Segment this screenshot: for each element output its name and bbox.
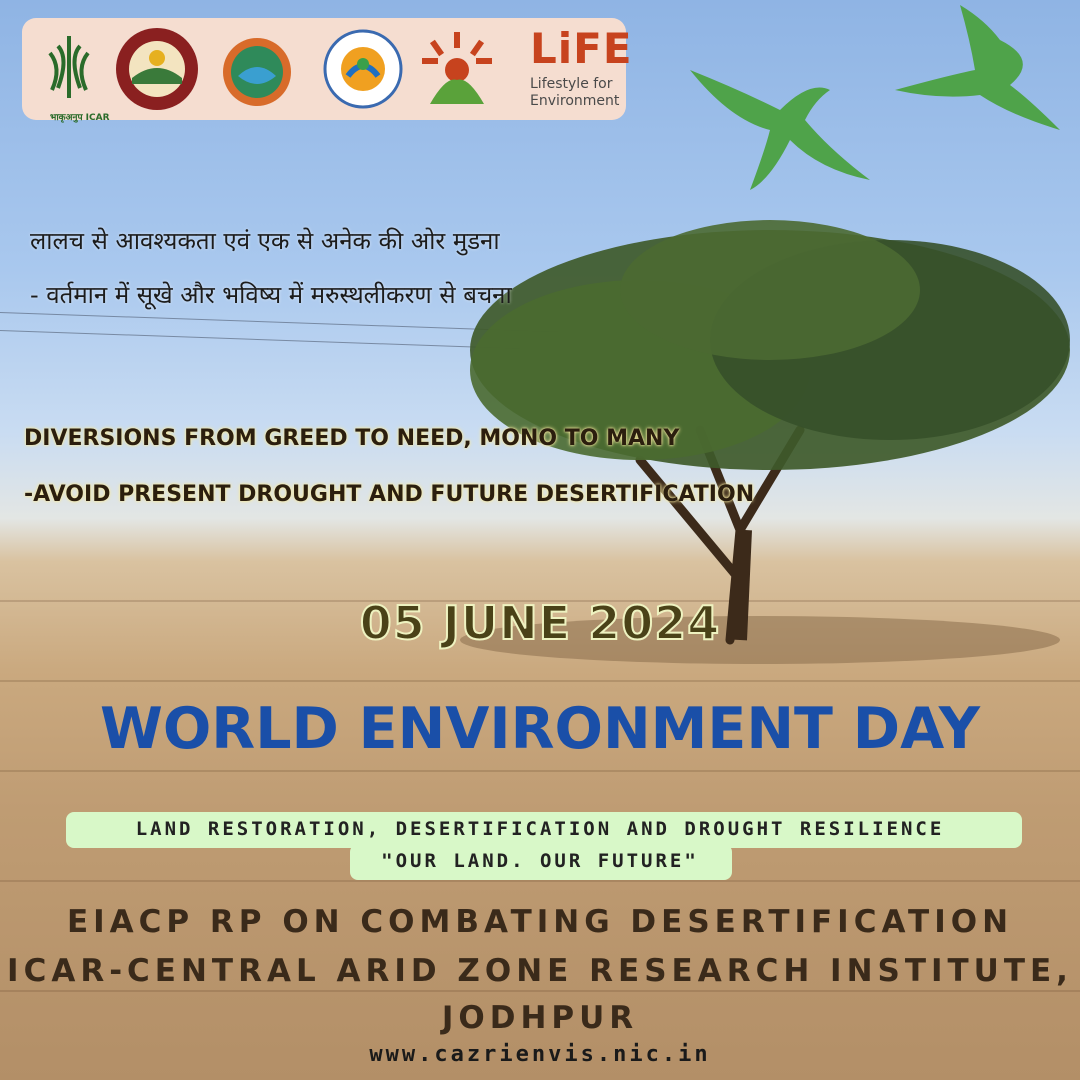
bird-left-icon <box>680 40 880 190</box>
icar-label: भाकृअनुप ICAR <box>50 113 110 123</box>
dune-ripple <box>0 880 1080 882</box>
english-line-1: DIVERSIONS FROM GREED TO NEED, MONO TO MANY <box>24 426 680 451</box>
organization-line-1: EIACP RP ON COMBATING DESERTIFICATION <box>66 904 1014 940</box>
dune-ripple <box>0 770 1080 772</box>
icar-logo-icon <box>28 28 110 110</box>
organization-line-2: ICAR-CENTRAL ARID ZONE RESEARCH INSTITUTE, <box>7 953 1073 989</box>
life-sun-icon <box>416 28 500 110</box>
dune-ripple <box>0 680 1080 682</box>
dune-ripple <box>0 990 1080 992</box>
event-date: 05 JUNE 2024 <box>359 596 721 650</box>
english-line-2: -AVOID PRESENT DROUGHT AND FUTURE DESERTIFICATION <box>24 482 755 507</box>
prakriti-logo-icon <box>216 28 298 110</box>
hindi-line-2: - वर्तमान में सूखे और भविष्य में मरुस्थलीकरण से बचना <box>30 281 512 309</box>
eiacp-logo-icon <box>322 28 404 110</box>
logo-strip <box>22 18 633 123</box>
organization-line-3: JODHPUR <box>441 1000 639 1036</box>
life-wordmark: LiFE <box>530 24 633 73</box>
life-tagline: Lifestyle for Environment <box>530 76 620 109</box>
theme-line-2: "OUR LAND. OUR FUTURE" <box>381 850 699 872</box>
website-link[interactable]: www.cazrienvis.nic.in <box>369 1042 711 1067</box>
event-title: WORLD ENVIRONMENT DAY <box>99 696 981 762</box>
cazri-seal-icon <box>116 28 198 110</box>
hindi-line-1: लालच से आवश्यकता एवं एक से अनेक की ओर मुडना <box>30 227 500 255</box>
bird-right-icon <box>890 0 1070 135</box>
theme-line-1: LAND RESTORATION, DESERTIFICATION AND DROUGHT RESILIENCE <box>135 818 945 840</box>
